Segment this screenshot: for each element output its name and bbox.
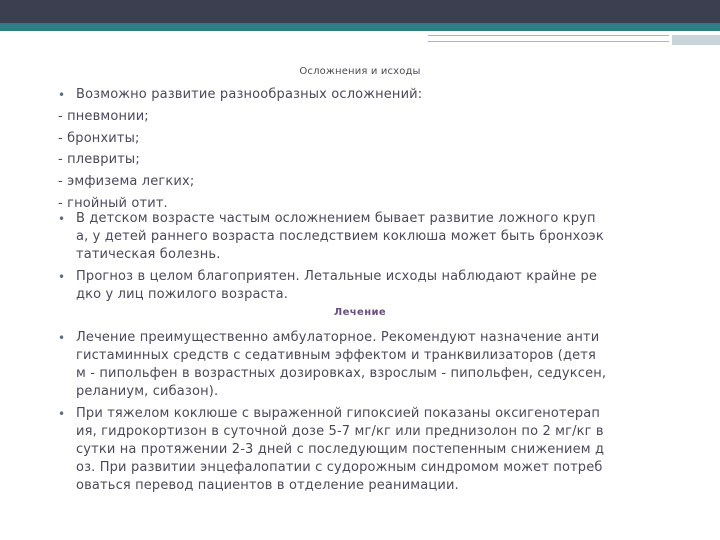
text-line: Лечение преимущественно амбулаторное. Рекомендуют назначение анти	[76, 330, 600, 345]
bullet-marker: •	[58, 331, 66, 345]
text-line: - плевриты;	[58, 152, 140, 167]
text-line: а, у детей раннего возраста последствием коклюша может быть бронхоэк	[76, 229, 604, 244]
bullet-marker: •	[58, 212, 66, 226]
text-line: - бронхиты;	[58, 131, 140, 146]
text-line: В детском возрасте частым осложнением бывает развитие ложного круп	[76, 211, 596, 226]
text-line: гистаминных средств с седативным эффектом и транквилизаторов (детя	[76, 348, 597, 363]
text-line: татическая болезнь.	[76, 247, 221, 262]
text-line: сутки на протяжении 2-3 дней с последующим постепенным снижением д	[76, 442, 605, 457]
bullet-marker: •	[58, 88, 66, 102]
text-line: - пневмонии;	[58, 109, 149, 124]
text-line: реланиум, сибазон).	[76, 384, 219, 399]
text-line: Возможно развитие разнообразных осложнений:	[76, 87, 423, 102]
text-line: При тяжелом коклюше с выраженной гипоксией показаны оксигенотерап	[76, 406, 601, 421]
text-line: ия, гидрокортизон в суточной дозе 5-7 мг/кг или преднизолон по 2 мг/кг в	[76, 424, 604, 439]
bullet-marker: •	[58, 407, 66, 421]
text-line: оваться перевод пациентов в отделение реанимации.	[76, 478, 459, 493]
text-line: Прогноз в целом благоприятен. Летальные исходы наблюдают крайне ре	[76, 269, 598, 284]
text-line: дко у лиц пожилого возраста.	[76, 287, 289, 302]
text-line: м - пипольфен в возрастных дозировках, взрослым - пипольфен, седуксен,	[76, 366, 607, 381]
text-line: оз. При развитии энцефалопатии с судорожным синдромом может потреб	[76, 460, 603, 475]
bullet-marker: •	[58, 270, 66, 284]
text-line: - гнойный отит.	[58, 196, 168, 211]
slide-title: Осложнения и исходы	[299, 66, 421, 77]
text-line: - эмфизема легких;	[58, 174, 195, 189]
section-heading-treatment: Лечение	[333, 307, 387, 318]
